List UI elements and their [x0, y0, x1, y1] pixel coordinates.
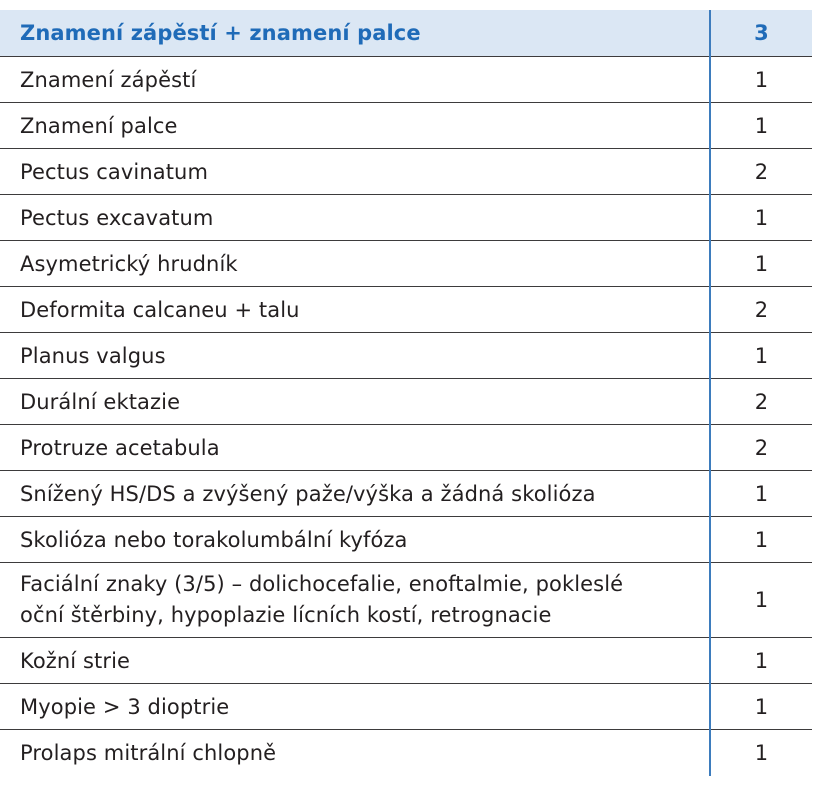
- criterion-cell: Durální ektazie: [0, 379, 710, 425]
- criterion-cell: Asymetrický hrudník: [0, 241, 710, 287]
- points-cell: 1: [710, 517, 812, 563]
- points-cell: 2: [710, 379, 812, 425]
- points-cell: 1: [710, 103, 812, 149]
- criterion-cell: Znamení palce: [0, 103, 710, 149]
- points-cell: 1: [710, 730, 812, 776]
- criterion-line: oční štěrbiny, hypoplazie lícních kostí, retrognacie: [20, 603, 552, 627]
- table-row: [0, 563, 812, 638]
- criterion-cell: Planus valgus: [0, 333, 710, 379]
- table-row: [0, 471, 812, 517]
- table-row: [0, 287, 812, 333]
- table-row: [0, 379, 812, 425]
- table-header-row: [0, 10, 812, 57]
- header-points: 3: [710, 10, 812, 57]
- table-row: [0, 195, 812, 241]
- header-criterion: Znamení zápěstí + znamení palce: [0, 10, 710, 57]
- scoring-table: [0, 10, 812, 776]
- points-cell: 1: [710, 57, 812, 103]
- criterion-cell: Snížený HS/DS a zvýšený paže/výška a žádná skolióza: [0, 471, 710, 517]
- points-cell: 1: [710, 471, 812, 517]
- points-cell: 1: [710, 563, 812, 638]
- criterion-cell: [0, 563, 710, 638]
- points-cell: 1: [710, 241, 812, 287]
- table-row: [0, 149, 812, 195]
- scoring-table-container: [0, 10, 812, 776]
- table-row: [0, 103, 812, 149]
- criterion-cell: Deformita calcaneu + talu: [0, 287, 710, 333]
- criterion-cell: Znamení zápěstí: [0, 57, 710, 103]
- points-cell: 2: [710, 425, 812, 471]
- points-cell: 1: [710, 638, 812, 684]
- points-cell: 2: [710, 287, 812, 333]
- points-cell: 2: [710, 149, 812, 195]
- points-cell: 1: [710, 684, 812, 730]
- table-row: [0, 57, 812, 103]
- criterion-line: Faciální znaky (3/5) – dolichocefalie, enoftalmie, pokleslé: [20, 572, 624, 596]
- criterion-cell: Prolaps mitrální chlopně: [20, 740, 277, 765]
- table-row: [0, 425, 812, 471]
- points-cell: 1: [710, 195, 812, 241]
- table-row: [0, 241, 812, 287]
- criterion-cell: Kožní strie: [0, 638, 710, 684]
- table-row: [0, 333, 812, 379]
- criterion-cell: Myopie > 3 dioptrie: [0, 684, 710, 730]
- criterion-cell: Skolióza nebo torakolumbální kyfóza: [0, 517, 710, 563]
- table-row: [0, 517, 812, 563]
- points-cell: 1: [710, 333, 812, 379]
- criterion-cell: Pectus cavinatum: [0, 149, 710, 195]
- criterion-cell: Pectus excavatum: [0, 195, 710, 241]
- table-row: [0, 638, 812, 684]
- criterion-cell: Protruze acetabula: [0, 425, 710, 471]
- table-row: [0, 684, 812, 730]
- table-row: [0, 730, 812, 776]
